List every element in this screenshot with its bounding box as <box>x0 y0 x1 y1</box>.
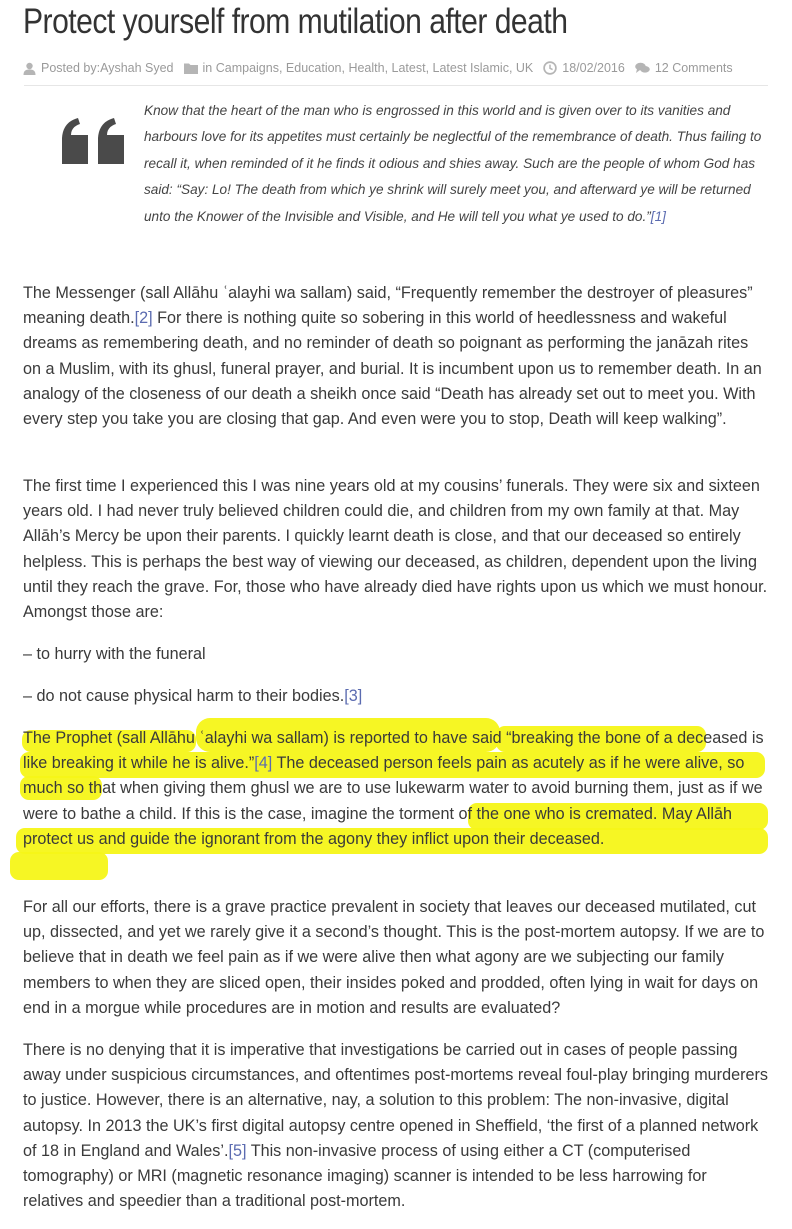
comments-meta <box>635 61 733 75</box>
footnote-link-3[interactable]: [3] <box>344 687 363 705</box>
folder-icon <box>184 62 198 74</box>
p7-text-b: This non-invasive process of using either a CT (computerised tomography) or MRI (magnetic resonance imaging) scanner is intended to be less harrowing for relatives and speedier than a traditional post-mortem. <box>23 1141 707 1211</box>
p7-text-a: There is no denying that it is imperative that investigations be carried out in cases of people passing away under suspicious circumstances, and oftentimes post-mortems reveal foul-play bringing murderers to justice. However, there is an alternative, nay, a solution to this problem: The non-invasive, digital autopsy. In 2013 the UK’s first digital autopsy centre opened in Sheffield, ‘the first of a planned network of 18 in England and Wales’. <box>23 1041 768 1160</box>
paragraph-1 <box>23 281 770 432</box>
categories-prefix: in <box>202 61 213 75</box>
footnote-link-1[interactable]: [1] <box>650 208 666 224</box>
footnote-link-2[interactable]: [2] <box>134 309 153 328</box>
p5-text-b: The deceased person feels pain as acutely as if he were alive, so much so that when giving them ghusl we are to use lukewarm water to avoid burning them, just as if we were to bathe a child. If this is the case, imagine the torment of the one who is cremated. May Allāh protect us and guide the ignorant from the agony they inflict upon their deceased. <box>23 754 763 848</box>
comments-icon <box>635 62 650 74</box>
categories-meta <box>184 61 534 75</box>
clock-icon <box>543 61 557 75</box>
p5-text-a: The Prophet (sall Allāhu ʿalayhi wa sallam) is reported to have said “breaking the bone of a deceased is like breaking it while he is alive.” <box>23 729 764 773</box>
author-link[interactable]: Ayshah Syed <box>100 61 174 75</box>
highlight-mark <box>10 852 108 880</box>
user-icon <box>23 62 36 75</box>
quote-icon <box>62 118 128 168</box>
p1-text-a: The Messenger (sall Allāhu ʿalayhi wa sallam) said, “Frequently remember the destroyer of pleasures” meaning death. <box>23 284 753 328</box>
paragraph-list-item-2 <box>23 684 770 709</box>
footnote-link-5[interactable]: [5] <box>228 1141 247 1160</box>
article-title: Protect yourself from mutilation after death <box>23 2 568 41</box>
author-meta <box>23 61 174 75</box>
blockquote <box>144 98 762 230</box>
paragraph-3 <box>23 726 770 852</box>
author-prefix: Posted by: <box>41 61 101 75</box>
p4-text: – do not cause physical harm to their bodies. <box>23 687 345 705</box>
date-meta <box>543 61 625 75</box>
footnote-link-4[interactable]: [4] <box>254 754 273 773</box>
comments-link[interactable]: 12 Comments <box>654 61 733 75</box>
quote-text: Know that the heart of the man who is engrossed in this world and is given over to its vanities and harbours love for its appetites must certainly be neglectful of the remembrance of death. Thus failing to recall it, when reminded of it he finds it odious and shies away. Such are the people of whom God has said: “Say: Lo! The death from which ye shrink will surely meet you, and afterward ye will be returned unto the Knower of the Invisible and Visible, and He will tell you what ye used to do.” <box>144 103 762 224</box>
paragraph-5 <box>23 1038 770 1214</box>
post-date: 18/02/2016 <box>562 61 625 75</box>
post-meta <box>23 61 743 75</box>
paragraph-list-item-1: – to hurry with the funeral <box>23 645 206 663</box>
paragraph-4: For all our efforts, there is a grave practice prevalent in society that leaves our deceased mutilated, cut up, dissected, and yet we rarely give it a second’s thought. This is the post-mortem autopsy. If we are to believe that in death we feel pain as if we were alive then what agony are we subjecting our family members to when they are sliced open, their insides poked and prodded, often lying in wait for days on end in a morgue while procedures are in motion and results are evaluated? <box>23 898 765 1017</box>
p1-text-b: For there is nothing quite so sobering in this world of heedlessness and wakeful dreams as remembering death, and no reminder of death so poignant as performing the janāzah rites on a Muslim, with its ghusl, funeral prayer, and burial. It is incumbent upon us to remember death. In an analogy of the closeness of our death a sheikh once said “Death has already set out to meet you. With every step you take you are closing that gap. And even were you to stop, Death will keep walking”. <box>23 309 762 429</box>
categories-links[interactable]: Campaigns, Education, Health, Latest, Latest Islamic, UK <box>215 61 534 75</box>
paragraph-2: The first time I experienced this I was nine years old at my cousins’ funerals. They were six and sixteen years old. I had never truly believed children could die, and children from my own family at that. May Allāh’s Mercy be upon their parents. I quickly learnt death is close, and that our deceased so entirely helpless. This is perhaps the best way of viewing our deceased, as children, dependent upon the living until they reach the grave. For, those who have already died have rights upon us which we must honour. Amongst those are: <box>23 477 768 622</box>
meta-divider <box>24 85 768 86</box>
